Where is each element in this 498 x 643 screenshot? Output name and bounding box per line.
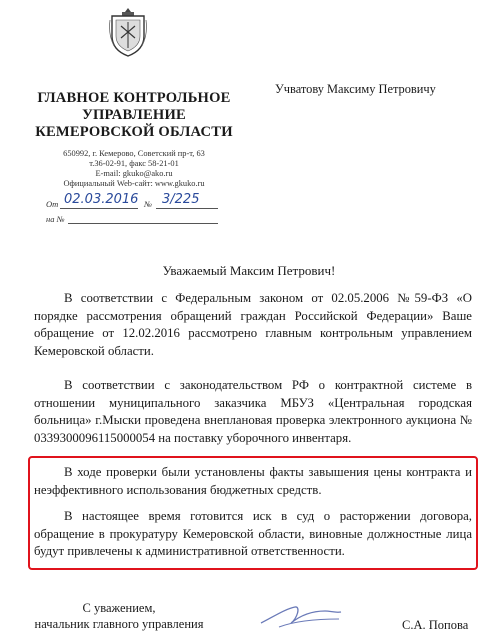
salutation: Уважаемый Максим Петрович!	[162, 263, 336, 278]
org-email: E-mail: gkuko@ako.ru	[95, 169, 173, 178]
paragraph-4: В настоящее время готовится иск в суд о расторжении договора, обращение в прокуратуру Кемеровской области, виновные должностные лица будут привлечены к административной ответственности.	[34, 509, 472, 559]
org-phone: т.36-02-91, факс 58-21-01	[89, 159, 179, 168]
ref-to-line	[68, 223, 218, 224]
ref-from-label: От	[46, 199, 59, 209]
signatory-name: С.А. Попова	[402, 618, 469, 632]
closing-regards: С уважением,	[82, 601, 156, 615]
ref-date-value: 02.03.2016	[64, 192, 139, 207]
ref-number-line	[156, 208, 218, 209]
signature	[255, 597, 345, 631]
org-address: 650992, г. Кемерово, Советский пр-т, 63	[63, 149, 205, 158]
paragraph-2: В соответствии с законодательством РФ о контрактной системе в отношении муниципального заказчика МБУЗ «Центральная городская больница» г.Мыски проведена внеплановая проверка электронного аукциона № 0339300096115000054 на поставку уборочного инвентаря.	[34, 378, 472, 445]
closing-block	[34, 600, 204, 632]
paragraph-3: В ходе проверки были установлены факты завышения цены контракта и неэффективного использования бюджетных средств.	[34, 465, 472, 497]
org-website: Официальный Web-сайт: www.gkuko.ru	[63, 179, 205, 188]
ref-date-line	[60, 208, 138, 209]
org-name-line-1: ГЛАВНОЕ КОНТРОЛЬНОЕ	[37, 90, 231, 106]
ref-number-label: №	[144, 199, 153, 209]
org-name-line-2: УПРАВЛЕНИЕ	[82, 107, 186, 123]
org-name-line-3: КЕМЕРОВСКОЙ ОБЛАСТИ	[35, 124, 233, 140]
recipient-name: Учватову Максиму Петровичу	[275, 82, 436, 96]
paragraph-1: В соответствии с Федеральным законом от 02.05.2006 №59-ФЗ «О порядке рассмотрения обращений граждан Российской Федерации» Ваше обращение от 12.02.2016 рассмотрено главным контрольным управлением Кемеровской области.	[34, 291, 472, 358]
closing-position: начальник главного управления	[34, 617, 204, 631]
ref-to-label: на №	[46, 214, 65, 224]
highlight-box	[28, 456, 478, 570]
coat-of-arms-icon	[108, 6, 148, 58]
ref-number-value: 3/225	[162, 192, 200, 207]
